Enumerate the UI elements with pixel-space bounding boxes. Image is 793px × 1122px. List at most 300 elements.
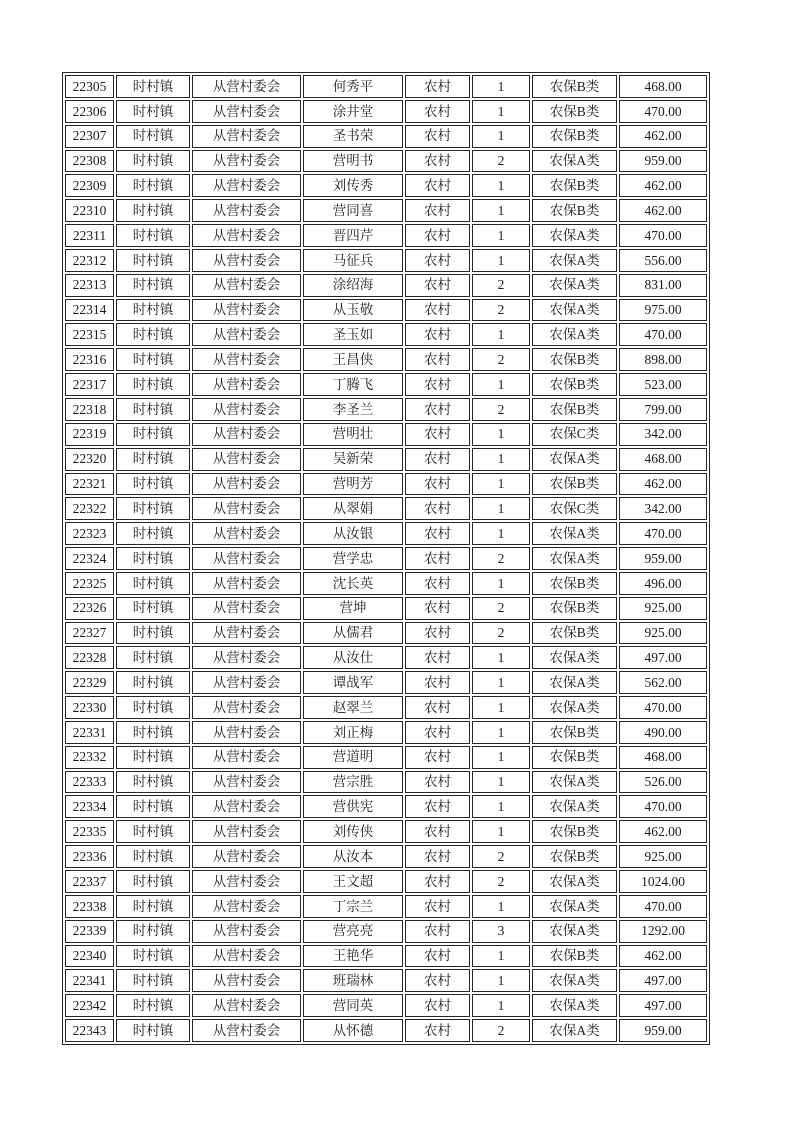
table-cell: 1	[472, 572, 530, 595]
table-row	[65, 845, 707, 868]
table-cell: 22319	[65, 423, 114, 446]
table-cell: 农保B类	[532, 721, 617, 744]
table-row	[65, 199, 707, 222]
table-cell: 时村镇	[116, 473, 190, 496]
table-cell: 从营村委会	[192, 721, 301, 744]
table-cell: 营宗胜	[303, 771, 403, 794]
table-cell: 从营村委会	[192, 547, 301, 570]
table-row	[65, 522, 707, 545]
table-cell: 1	[472, 646, 530, 669]
table-row	[65, 696, 707, 719]
table-row	[65, 299, 707, 322]
table-cell: 农保A类	[532, 323, 617, 346]
table-cell: 时村镇	[116, 771, 190, 794]
table-cell: 从营村委会	[192, 1019, 301, 1042]
table-cell: 3	[472, 920, 530, 943]
table-row	[65, 994, 707, 1017]
table-cell: 时村镇	[116, 373, 190, 396]
table-cell: 农保B类	[532, 597, 617, 620]
table-cell: 营同喜	[303, 199, 403, 222]
table-cell: 农保B类	[532, 572, 617, 595]
table-row	[65, 224, 707, 247]
table-cell: 沈长英	[303, 572, 403, 595]
table-cell: 农村	[405, 721, 470, 744]
table-cell: 1	[472, 895, 530, 918]
table-cell: 时村镇	[116, 150, 190, 173]
table-cell: 时村镇	[116, 1019, 190, 1042]
table-cell: 2	[472, 150, 530, 173]
table-cell: 农村	[405, 522, 470, 545]
table-cell: 从营村委会	[192, 820, 301, 843]
table-cell: 1	[472, 522, 530, 545]
table-cell: 农保A类	[532, 224, 617, 247]
table-cell: 从营村委会	[192, 572, 301, 595]
table-cell: 1	[472, 671, 530, 694]
table-cell: 农保B类	[532, 820, 617, 843]
table-cell: 农保A类	[532, 870, 617, 893]
table-cell: 342.00	[619, 423, 707, 446]
table-cell: 1	[472, 224, 530, 247]
table-cell: 22315	[65, 323, 114, 346]
table-cell: 时村镇	[116, 845, 190, 868]
table-cell: 农保B类	[532, 125, 617, 148]
table-cell: 925.00	[619, 597, 707, 620]
table-cell: 王艳华	[303, 945, 403, 968]
table-cell: 农保B类	[532, 199, 617, 222]
table-cell: 22342	[65, 994, 114, 1017]
table-cell: 22305	[65, 75, 114, 98]
table-cell: 22327	[65, 622, 114, 645]
table-row	[65, 920, 707, 943]
table-cell: 1292.00	[619, 920, 707, 943]
table-cell: 时村镇	[116, 448, 190, 471]
table-cell: 刘传侠	[303, 820, 403, 843]
table-cell: 从营村委会	[192, 920, 301, 943]
table-cell: 从营村委会	[192, 945, 301, 968]
table-cell: 农村	[405, 224, 470, 247]
table-cell: 22323	[65, 522, 114, 545]
table-cell: 丁宗兰	[303, 895, 403, 918]
table-cell: 马征兵	[303, 249, 403, 272]
table-cell: 农村	[405, 671, 470, 694]
table-cell: 时村镇	[116, 199, 190, 222]
table-row	[65, 646, 707, 669]
table-cell: 农村	[405, 969, 470, 992]
table-cell: 农村	[405, 274, 470, 297]
table-cell: 从营村委会	[192, 274, 301, 297]
table-cell: 赵翠兰	[303, 696, 403, 719]
table-cell: 从营村委会	[192, 746, 301, 769]
table-cell: 时村镇	[116, 795, 190, 818]
table-cell: 营明壮	[303, 423, 403, 446]
table-cell: 468.00	[619, 75, 707, 98]
table-cell: 时村镇	[116, 895, 190, 918]
table-cell: 从营村委会	[192, 969, 301, 992]
table-cell: 从营村委会	[192, 845, 301, 868]
table-cell: 22332	[65, 746, 114, 769]
table-cell: 1	[472, 945, 530, 968]
table-cell: 谭战军	[303, 671, 403, 694]
table-cell: 从营村委会	[192, 597, 301, 620]
table-cell: 农村	[405, 895, 470, 918]
records-table-body	[65, 75, 707, 1042]
table-cell: 2	[472, 845, 530, 868]
table-cell: 1	[472, 373, 530, 396]
table-cell: 农村	[405, 771, 470, 794]
table-cell: 从营村委会	[192, 174, 301, 197]
table-cell: 1	[472, 820, 530, 843]
table-cell: 王文超	[303, 870, 403, 893]
table-cell: 462.00	[619, 125, 707, 148]
table-cell: 农保A类	[532, 547, 617, 570]
table-cell: 925.00	[619, 622, 707, 645]
table-cell: 470.00	[619, 795, 707, 818]
table-cell: 吴新荣	[303, 448, 403, 471]
table-cell: 农保B类	[532, 174, 617, 197]
table-cell: 营道明	[303, 746, 403, 769]
table-cell: 时村镇	[116, 398, 190, 421]
table-cell: 22336	[65, 845, 114, 868]
table-cell: 1	[472, 75, 530, 98]
table-cell: 农村	[405, 448, 470, 471]
table-cell: 时村镇	[116, 671, 190, 694]
table-cell: 462.00	[619, 820, 707, 843]
table-cell: 农村	[405, 125, 470, 148]
table-cell: 农村	[405, 373, 470, 396]
table-row	[65, 323, 707, 346]
table-cell: 1	[472, 174, 530, 197]
table-cell: 农村	[405, 920, 470, 943]
table-cell: 时村镇	[116, 174, 190, 197]
table-cell: 22334	[65, 795, 114, 818]
table-cell: 22308	[65, 150, 114, 173]
table-cell: 农村	[405, 622, 470, 645]
table-cell: 时村镇	[116, 646, 190, 669]
table-cell: 1	[472, 473, 530, 496]
table-cell: 圣玉如	[303, 323, 403, 346]
table-cell: 时村镇	[116, 497, 190, 520]
table-row	[65, 497, 707, 520]
table-row	[65, 622, 707, 645]
table-cell: 523.00	[619, 373, 707, 396]
table-cell: 农村	[405, 547, 470, 570]
table-cell: 22311	[65, 224, 114, 247]
table-cell: 营供宪	[303, 795, 403, 818]
table-cell: 从营村委会	[192, 522, 301, 545]
table-cell: 农保A类	[532, 299, 617, 322]
table-cell: 农村	[405, 75, 470, 98]
table-cell: 农村	[405, 795, 470, 818]
table-cell: 农村	[405, 100, 470, 123]
table-cell: 从营村委会	[192, 398, 301, 421]
table-cell: 农村	[405, 473, 470, 496]
table-cell: 从营村委会	[192, 150, 301, 173]
table-cell: 农保A类	[532, 274, 617, 297]
table-cell: 556.00	[619, 249, 707, 272]
table-cell: 农保B类	[532, 746, 617, 769]
table-cell: 从玉敬	[303, 299, 403, 322]
table-cell: 农村	[405, 497, 470, 520]
table-cell: 从营村委会	[192, 199, 301, 222]
table-cell: 营同英	[303, 994, 403, 1017]
table-cell: 从营村委会	[192, 473, 301, 496]
table-row	[65, 969, 707, 992]
table-row	[65, 398, 707, 421]
table-cell: 时村镇	[116, 323, 190, 346]
table-cell: 831.00	[619, 274, 707, 297]
table-row	[65, 820, 707, 843]
records-table	[62, 72, 710, 1045]
table-cell: 22331	[65, 721, 114, 744]
table-row	[65, 249, 707, 272]
table-cell: 晋四芹	[303, 224, 403, 247]
table-cell: 从营村委会	[192, 224, 301, 247]
table-cell: 时村镇	[116, 100, 190, 123]
table-cell: 462.00	[619, 199, 707, 222]
table-cell: 时村镇	[116, 249, 190, 272]
table-cell: 22325	[65, 572, 114, 595]
table-cell: 22307	[65, 125, 114, 148]
table-cell: 1024.00	[619, 870, 707, 893]
table-cell: 从营村委会	[192, 795, 301, 818]
table-cell: 从营村委会	[192, 348, 301, 371]
table-cell: 2	[472, 348, 530, 371]
table-cell: 李圣兰	[303, 398, 403, 421]
table-cell: 农村	[405, 150, 470, 173]
table-cell: 1	[472, 771, 530, 794]
table-row	[65, 870, 707, 893]
table-cell: 时村镇	[116, 572, 190, 595]
table-cell: 农保A类	[532, 1019, 617, 1042]
table-cell: 468.00	[619, 746, 707, 769]
table-cell: 营明书	[303, 150, 403, 173]
table-cell: 从汝银	[303, 522, 403, 545]
table-cell: 490.00	[619, 721, 707, 744]
table-cell: 从营村委会	[192, 696, 301, 719]
table-cell: 时村镇	[116, 696, 190, 719]
table-cell: 从营村委会	[192, 373, 301, 396]
table-cell: 从怀德	[303, 1019, 403, 1042]
table-cell: 925.00	[619, 845, 707, 868]
table-cell: 农保B类	[532, 100, 617, 123]
table-row	[65, 448, 707, 471]
table-cell: 462.00	[619, 473, 707, 496]
table-cell: 22324	[65, 547, 114, 570]
table-cell: 22318	[65, 398, 114, 421]
table-cell: 时村镇	[116, 945, 190, 968]
table-cell: 时村镇	[116, 994, 190, 1017]
table-cell: 从汝本	[303, 845, 403, 868]
table-cell: 刘传秀	[303, 174, 403, 197]
table-cell: 22333	[65, 771, 114, 794]
table-cell: 468.00	[619, 448, 707, 471]
table-cell: 从营村委会	[192, 895, 301, 918]
table-cell: 22337	[65, 870, 114, 893]
table-cell: 农保A类	[532, 671, 617, 694]
table-row	[65, 473, 707, 496]
table-row	[65, 572, 707, 595]
table-cell: 农保A类	[532, 249, 617, 272]
table-cell: 22338	[65, 895, 114, 918]
table-cell: 497.00	[619, 969, 707, 992]
table-cell: 农村	[405, 646, 470, 669]
table-cell: 959.00	[619, 150, 707, 173]
table-cell: 从营村委会	[192, 671, 301, 694]
table-cell: 农保A类	[532, 920, 617, 943]
table-row	[65, 75, 707, 98]
table-cell: 从营村委会	[192, 994, 301, 1017]
table-cell: 22312	[65, 249, 114, 272]
table-cell: 22329	[65, 671, 114, 694]
table-cell: 496.00	[619, 572, 707, 595]
table-cell: 562.00	[619, 671, 707, 694]
table-cell: 22306	[65, 100, 114, 123]
table-cell: 农村	[405, 696, 470, 719]
table-cell: 22316	[65, 348, 114, 371]
table-cell: 462.00	[619, 174, 707, 197]
table-cell: 22321	[65, 473, 114, 496]
table-cell: 462.00	[619, 945, 707, 968]
table-cell: 22335	[65, 820, 114, 843]
table-cell: 22330	[65, 696, 114, 719]
table-row	[65, 721, 707, 744]
table-cell: 22341	[65, 969, 114, 992]
table-cell: 时村镇	[116, 547, 190, 570]
table-cell: 从营村委会	[192, 646, 301, 669]
table-row	[65, 174, 707, 197]
table-cell: 从营村委会	[192, 249, 301, 272]
table-row	[65, 423, 707, 446]
table-cell: 799.00	[619, 398, 707, 421]
table-cell: 王昌侠	[303, 348, 403, 371]
table-cell: 农保B类	[532, 622, 617, 645]
table-cell: 从营村委会	[192, 423, 301, 446]
table-cell: 涂井堂	[303, 100, 403, 123]
table-row	[65, 547, 707, 570]
table-cell: 刘正梅	[303, 721, 403, 744]
table-cell: 2	[472, 398, 530, 421]
table-cell: 从营村委会	[192, 100, 301, 123]
table-cell: 班瑞林	[303, 969, 403, 992]
table-cell: 营学忠	[303, 547, 403, 570]
table-row	[65, 795, 707, 818]
table-cell: 470.00	[619, 100, 707, 123]
table-cell: 农村	[405, 945, 470, 968]
table-cell: 1	[472, 746, 530, 769]
table-row	[65, 1019, 707, 1042]
table-cell: 22339	[65, 920, 114, 943]
table-cell: 1	[472, 721, 530, 744]
table-cell: 2	[472, 547, 530, 570]
table-cell: 1	[472, 423, 530, 446]
table-cell: 975.00	[619, 299, 707, 322]
table-cell: 从营村委会	[192, 870, 301, 893]
table-cell: 丁腾飞	[303, 373, 403, 396]
table-cell: 时村镇	[116, 597, 190, 620]
table-cell: 何秀平	[303, 75, 403, 98]
table-cell: 时村镇	[116, 920, 190, 943]
table-cell: 时村镇	[116, 622, 190, 645]
table-cell: 营亮亮	[303, 920, 403, 943]
table-cell: 农保A类	[532, 646, 617, 669]
table-cell: 从翠娟	[303, 497, 403, 520]
table-cell: 22309	[65, 174, 114, 197]
table-cell: 1	[472, 323, 530, 346]
table-row	[65, 771, 707, 794]
table-cell: 从营村委会	[192, 125, 301, 148]
table-cell: 农保A类	[532, 150, 617, 173]
table-cell: 农村	[405, 299, 470, 322]
table-cell: 从营村委会	[192, 299, 301, 322]
table-cell: 时村镇	[116, 423, 190, 446]
table-cell: 470.00	[619, 323, 707, 346]
table-cell: 1	[472, 994, 530, 1017]
table-cell: 时村镇	[116, 820, 190, 843]
table-cell: 2	[472, 597, 530, 620]
table-cell: 2	[472, 299, 530, 322]
table-cell: 从营村委会	[192, 497, 301, 520]
table-cell: 农村	[405, 423, 470, 446]
table-row	[65, 150, 707, 173]
table-cell: 农保A类	[532, 522, 617, 545]
table-cell: 22317	[65, 373, 114, 396]
table-cell: 时村镇	[116, 522, 190, 545]
table-cell: 农保C类	[532, 497, 617, 520]
table-cell: 1	[472, 100, 530, 123]
table-row	[65, 125, 707, 148]
table-cell: 从营村委会	[192, 771, 301, 794]
table-cell: 时村镇	[116, 224, 190, 247]
table-cell: 959.00	[619, 547, 707, 570]
table-cell: 农保A类	[532, 448, 617, 471]
table-cell: 时村镇	[116, 746, 190, 769]
table-cell: 526.00	[619, 771, 707, 794]
table-cell: 22310	[65, 199, 114, 222]
table-row	[65, 746, 707, 769]
table-cell: 农村	[405, 348, 470, 371]
table-cell: 22313	[65, 274, 114, 297]
table-cell: 农保A类	[532, 696, 617, 719]
table-cell: 470.00	[619, 696, 707, 719]
table-cell: 时村镇	[116, 721, 190, 744]
table-cell: 22328	[65, 646, 114, 669]
table-row	[65, 895, 707, 918]
table-cell: 时村镇	[116, 969, 190, 992]
table-cell: 1	[472, 969, 530, 992]
table-cell: 时村镇	[116, 348, 190, 371]
table-row	[65, 597, 707, 620]
table-cell: 从营村委会	[192, 323, 301, 346]
table-cell: 从营村委会	[192, 75, 301, 98]
table-cell: 涂绍海	[303, 274, 403, 297]
table-cell: 农保A类	[532, 795, 617, 818]
table-cell: 1	[472, 125, 530, 148]
table-row	[65, 100, 707, 123]
table-cell: 从营村委会	[192, 622, 301, 645]
table-row	[65, 274, 707, 297]
table-cell: 农村	[405, 994, 470, 1017]
table-cell: 22320	[65, 448, 114, 471]
table-cell: 时村镇	[116, 75, 190, 98]
table-cell: 时村镇	[116, 870, 190, 893]
table-row	[65, 671, 707, 694]
table-cell: 农村	[405, 870, 470, 893]
table-cell: 1	[472, 448, 530, 471]
table-cell: 1	[472, 497, 530, 520]
table-cell: 营坤	[303, 597, 403, 620]
table-cell: 农保A类	[532, 994, 617, 1017]
table-cell: 22314	[65, 299, 114, 322]
